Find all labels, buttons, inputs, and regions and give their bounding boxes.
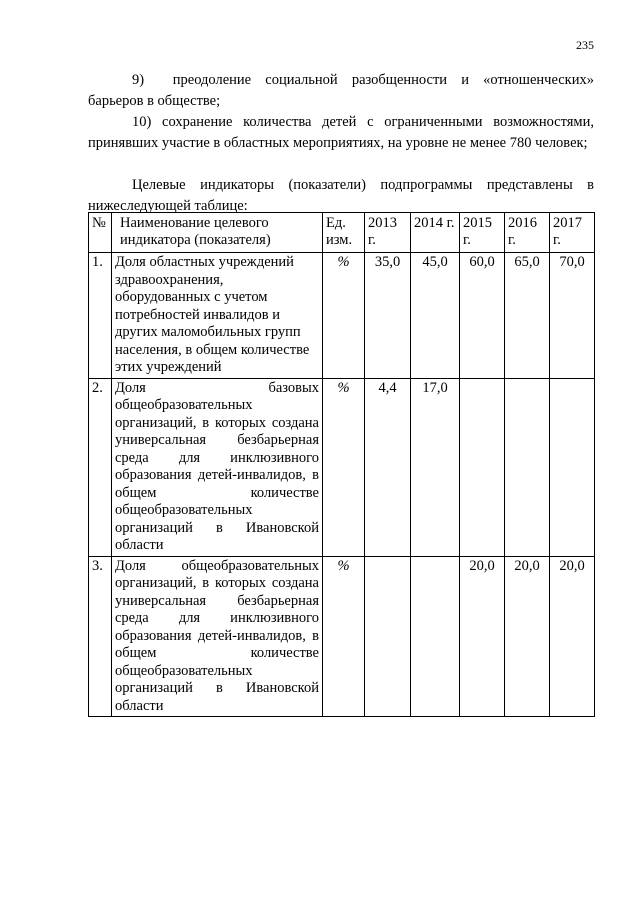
value-2017: 70,0 [550, 253, 595, 379]
table-row [89, 378, 595, 556]
value-2013 [365, 556, 411, 717]
value-2017 [550, 378, 595, 556]
paragraph-item-10: 10) сохранение количества детей с ограниченными возможностями, принявших участие в областных мероприятиях, на уровне не менее 780 человек; [88, 114, 594, 151]
row-name: Доля базовых общеобразовательных организаций, в которых создана универсальная безбарьерная среда для инклюзивного образования детей-инвалидов, в общем количестве общеобразовательных организаций в Ивановской области [112, 378, 323, 556]
table-row [89, 253, 595, 379]
row-name: Доля областных учреждений здравоохранения, оборудованных с учетом потребностей инвалидов и других маломобильных групп населения, в общем количестве этих учреждений [112, 253, 323, 379]
value-2015 [460, 378, 505, 556]
row-number: 2. [89, 378, 112, 556]
value-2013: 35,0 [365, 253, 411, 379]
value-2015: 20,0 [460, 556, 505, 717]
header-number: № [89, 213, 112, 253]
value-2014: 45,0 [411, 253, 460, 379]
paragraph-item-9: 9) преодоление социальной разобщенности и «отношенческих» барьеров в обществе; [88, 72, 594, 109]
value-2016: 65,0 [505, 253, 550, 379]
table-header-row [89, 213, 595, 253]
row-unit: % [323, 253, 365, 379]
row-number: 1. [89, 253, 112, 379]
value-2017: 20,0 [550, 556, 595, 717]
value-2013: 4,4 [365, 378, 411, 556]
header-unit: Ед. изм. [323, 213, 365, 253]
row-number: 3. [89, 556, 112, 717]
header-2013: 2013 г. [365, 213, 411, 253]
value-2014 [411, 556, 460, 717]
header-name: Наименование целевого индикатора (показателя) [112, 213, 323, 253]
page-number: 235 [576, 38, 594, 52]
row-name: Доля общеобразовательных организаций, в которых создана универсальная безбарьерная среда для инклюзивного образования детей-инвалидов, в общем количестве общеобразовательных организаций в Ивановской области [112, 556, 323, 717]
paragraph-table-intro: Целевые индикаторы (показатели) подпрограммы представлены в нижеследующей таблице: [88, 177, 594, 214]
value-2014: 17,0 [411, 378, 460, 556]
header-2016: 2016 г. [505, 213, 550, 253]
value-2016: 20,0 [505, 556, 550, 717]
row-unit: % [323, 378, 365, 556]
header-2017: 2017 г. [550, 213, 595, 253]
value-2015: 60,0 [460, 253, 505, 379]
row-unit: % [323, 556, 365, 717]
value-2016 [505, 378, 550, 556]
table-row [89, 556, 595, 717]
header-2014: 2014 г. [411, 213, 460, 253]
indicators-table [88, 212, 595, 717]
header-2015: 2015 г. [460, 213, 505, 253]
